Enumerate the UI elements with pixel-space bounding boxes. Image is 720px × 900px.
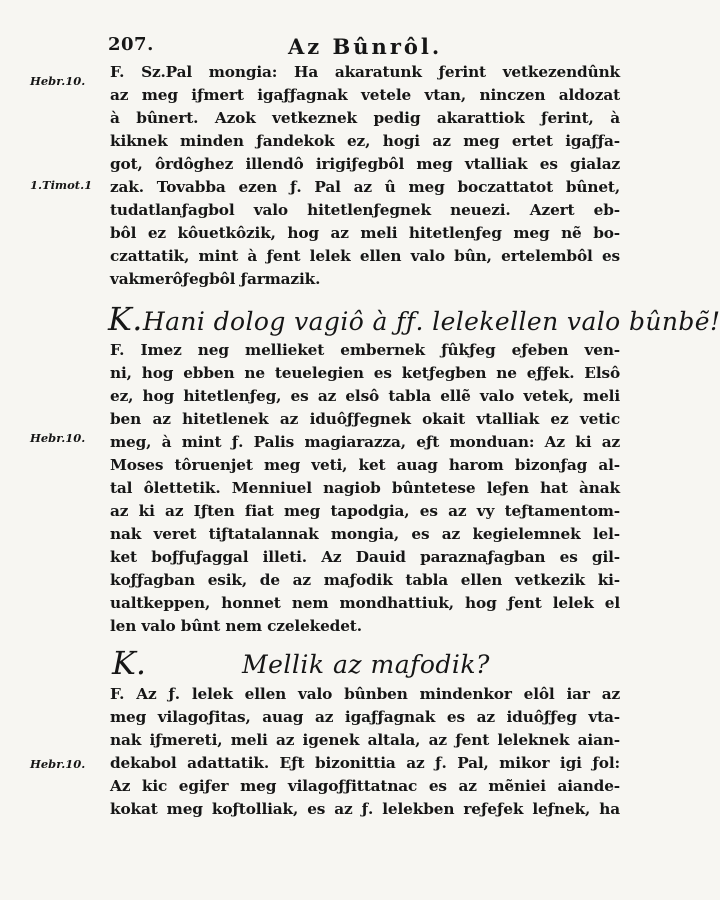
text-line: zak. Tovabba ezen ƒ. Pal az û meg boczattatot bûnet,: [110, 178, 620, 196]
text-line: got, ôrdôghez illendô irigiƒegbôl meg vtalliak es gialaz: [110, 155, 620, 173]
text-line: nak veret tiƒtatalannak mongia, es az kegielemnek lel-: [110, 525, 620, 543]
paragraph-3: [110, 683, 620, 821]
text-line: kiknek minden ƒandekok ez, hogi az meg ertet igaƒƒa-: [110, 132, 620, 150]
text-line: ualtkeppen, honnet nem mondhattiuk, hog ƒent lelek el: [110, 594, 620, 612]
question-text: Mellik az maƒodik?: [242, 650, 490, 679]
text-line: tudatlanƒagbol valo hitetlenƒegnek neuezi. Azert eb-: [110, 201, 620, 219]
question-text: Hani dolog vagiô à ƒƒ. lelekellen valo bûnbẽ!: [142, 307, 720, 336]
text-line: kokat meg koƒtolliak, es az ƒ. lelekben reƒeƒek leƒnek, ha: [110, 800, 620, 818]
text-line: tal ôlettetik. Menniuel nagiob bûntetese leƒen hat ànak: [110, 479, 620, 497]
text-line: F. Imez neg mellieket embernek ƒûkƒeg eƒeben ven-: [110, 341, 620, 359]
text-line: Az kic egiƒer meg vilagoƒƒittatnac es az mẽniei aiande-: [110, 777, 620, 795]
text-line: koƒƒagban esik, de az maƒodik tabla ellen vetkezik ki-: [110, 571, 620, 589]
text-line: à bûnert. Azok vetkeznek pedig akarattiok ƒerint, à: [110, 109, 620, 127]
question-marker: K.: [112, 644, 147, 682]
text-line: dekabol adattatik. Eƒt bizonittia az ƒ. Pal, mikor igi ƒol:: [110, 754, 620, 772]
text-line: ket boƒƒuƒaggal illeti. Az Dauid paraznaƒagban es gil-: [110, 548, 620, 566]
text-line: F. Az ƒ. lelek ellen valo bûnben mindenkor elôl iar az: [110, 685, 620, 703]
text-line: vakmerôƒegbôl ƒarmazik.: [110, 270, 321, 288]
margin-note-hebrews-1: Hebr.10.: [30, 74, 86, 88]
text-line: az ki az Iƒten fiat meg tapodgia, es az vy teƒtamentom-: [110, 502, 620, 520]
margin-note-hebrews-2: Hebr.10.: [30, 431, 86, 445]
running-title: Az Bûnrôl.: [288, 34, 443, 59]
text-line: ben az hitetlenek az iduôƒƒegnek okait vtalliak ez vetic: [110, 410, 620, 428]
text-line: bôl ez kôuetkôzik, hog az meli hitetlenƒeg meg nẽ bo-: [110, 224, 620, 242]
text-line: ni, hog ebben ne teuelegien es ketƒegben ne eƒƒek. Elsô: [110, 364, 620, 382]
text-line: F. Sz.Pal mongia: Ha akaratunk ƒerint vetkezendûnk: [110, 63, 620, 81]
text-line: czattatik, mint à ƒent lelek ellen valo bûn, ertelembôl es: [110, 247, 620, 265]
paragraph-1: [110, 61, 620, 291]
margin-note-hebrews-3: Hebr.10.: [30, 757, 86, 771]
page-header: [108, 34, 608, 60]
page-number: 207.: [108, 34, 154, 55]
text-line: len valo bûnt nem czelekedet.: [110, 617, 362, 635]
text-line: ez, hog hitetlenƒeg, es az elsô tabla ellẽ valo vetek, meli: [110, 387, 620, 405]
margin-note-timothy: 1.Timot.1: [30, 178, 93, 192]
question-marker: K.: [108, 300, 143, 338]
text-line: nak iƒmereti, meli az igenek altala, az ƒent leleknek aian-: [110, 731, 620, 749]
text-line: Moses tôruenjet meg veti, ket auag harom bizonƒag al-: [110, 456, 620, 474]
question-heading-1: [108, 300, 720, 338]
paragraph-2: [110, 339, 620, 638]
text-line: meg, à mint ƒ. Palis magiarazza, eƒt monduan: Az ki az: [110, 433, 620, 451]
question-heading-2: [112, 644, 512, 682]
text-line: meg vilagoƒitas, auag az igaƒƒagnak es az iduôƒƒeg vta-: [110, 708, 620, 726]
text-line: az meg iƒmert igaƒƒagnak vetele vtan, ninczen aldozat: [110, 86, 620, 104]
